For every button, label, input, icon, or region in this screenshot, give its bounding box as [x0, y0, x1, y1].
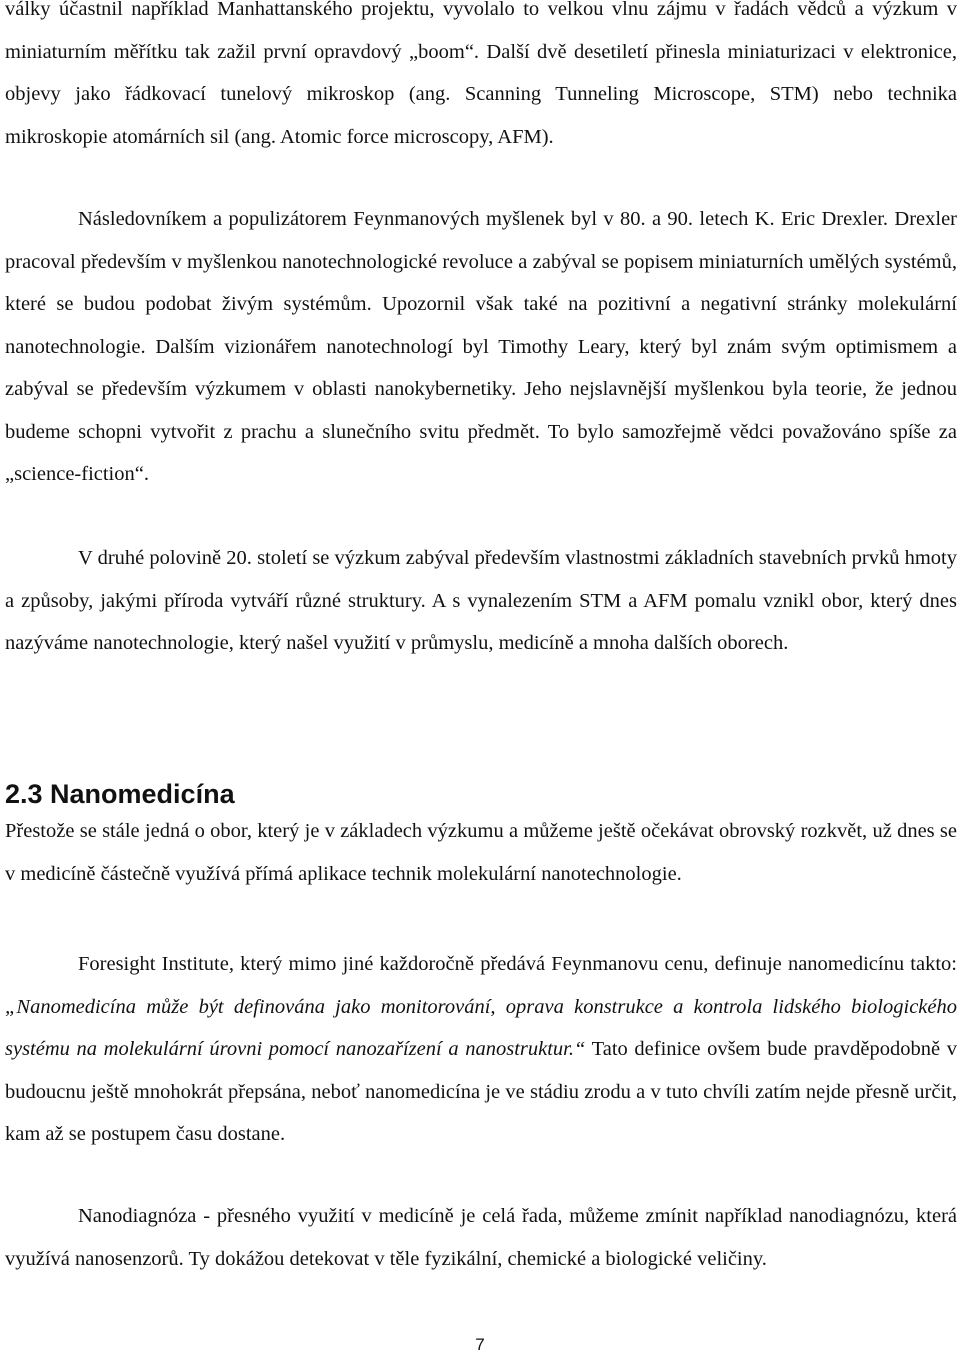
paragraph-history-continued: války účastnil například Manhattanského projektu, vyvolalo to velkou vlnu zájmu v řadách vědců a výzkum v miniaturním měřítku tak zažil první opravdový „boom“. Další dvě desetiletí přinesla miniaturizaci v elektronice, objevy jako řádkovací tunelový mikroskop (ang. Scanning Tunneling Microscope, STM) nebo technika mikroskopie atomárních sil (ang. Atomic force microscopy, AFM).	[5, 0, 957, 148]
paragraph-20th-century: V druhé polovině 20. století se výzkum zabýval především vlastnostmi základních stavebních prvků hmoty a způsoby, jakými příroda vytváří různé struktury. A s vynalezením STM a AFM pomalu vznikl obor, který dnes nazýváme nanotechnologie, který našel využití v průmyslu, medicíně a mnoha dalších oborech.	[5, 547, 957, 654]
section-heading: 2.3 Nanomedicína	[5, 779, 235, 809]
definition-lead-text: Foresight Institute, který mimo jiné každoročně předává Feynmanovu cenu, definuje nanomedicínu takto:	[78, 953, 957, 975]
paragraph-drexler: Následovníkem a populizátorem Feynmanových myšlenek byl v 80. a 90. letech K. Eric Drexler. Drexler pracoval především v myšlenkou nanotechnologické revoluce a zabýval se popisem miniaturních umělých systémů, které se budou podobat živým systémům. Upozornil však také na pozitivní a negativní stránky molekulární nanotechnologie. Dalším vizionářem nanotechnologí byl Timothy Leary, který byl znám svým optimismem a zabýval se především výzkumem v oblasti nanokybernetiky. Jeho nejslavnější myšlenkou byla teorie, že jednou budeme schopni vytvořit z prachu a slunečního svitu předmět. To bylo samozřejmě vědci považováno spíše za „science-fiction“.	[5, 208, 957, 485]
paragraph-foresight-definition	[5, 943, 957, 1156]
page-number: 7	[475, 1335, 485, 1354]
definition-trailing-text: Tato definice ovšem bude pravděpodobně v budoucnu ještě mnohokrát přepsána, neboť nanomedicína je ve stádiu zrodu a v tuto chvíli zatím nejde přesně určit, kam až se postupem času dostane.	[5, 1038, 957, 1145]
definition-quote: „Nanomedicína může být definována jako monitorování, oprava konstrukce a kontrola lidského biologického systému na molekulární úrovni pomocí nanozařízení a nanostruktur.“	[5, 995, 957, 1060]
paragraph-nanodiagnosis: Nanodiagnóza - přesného využití v medicíně je celá řada, můžeme zmínit například nanodiagnózu, která využívá nanosenzorů. Ty dokážou detekovat v těle fyzikální, chemické a biologické veličiny.	[5, 1205, 957, 1270]
paragraph-nanomedicine-intro: Přestože se stále jedná o obor, který je v základech výzkumu a můžeme ještě očekávat obrovský rozkvět, už dnes se v medicíně částečně využívá přímá aplikace technik molekulární nanotechnologie.	[5, 820, 957, 885]
